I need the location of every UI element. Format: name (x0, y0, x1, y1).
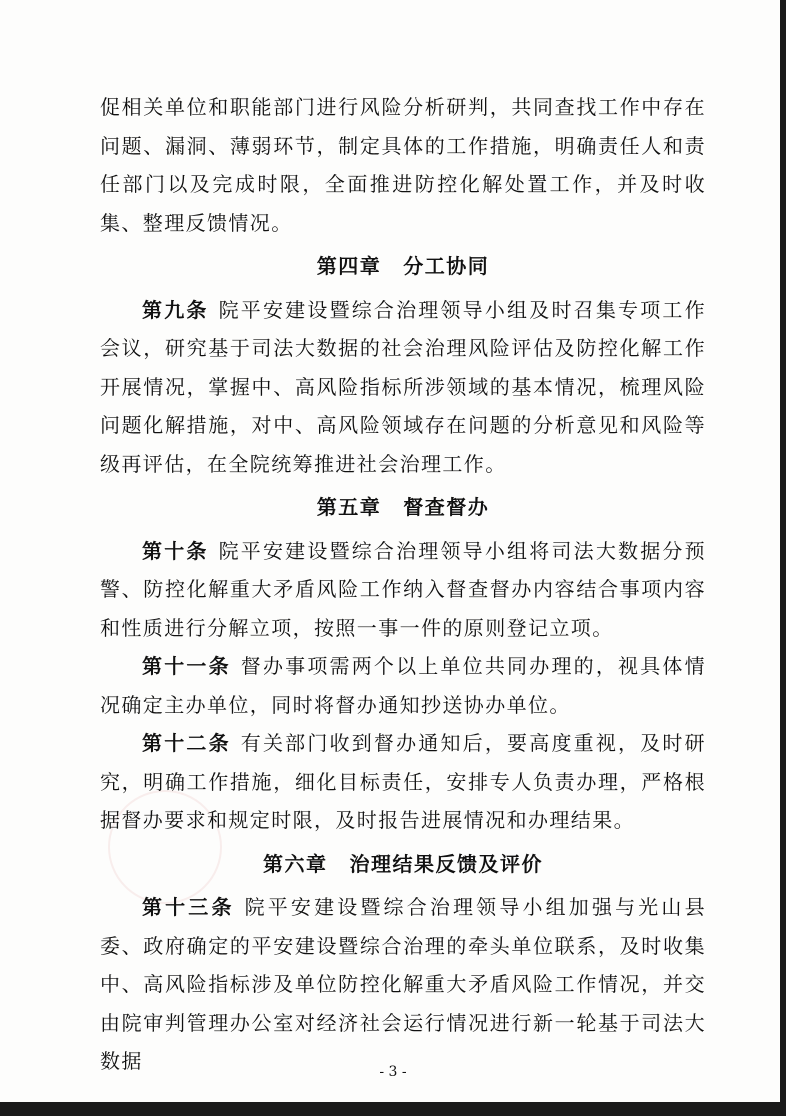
article-label: 第十三条 (142, 895, 235, 919)
chapter-title: 督查督办 (403, 495, 490, 519)
chapter-heading-4 (100, 247, 706, 286)
article-label: 第十条 (142, 538, 209, 563)
article-9 (100, 291, 706, 484)
scan-edge-bottom (0, 1102, 786, 1116)
article-label: 第十一条 (142, 654, 231, 678)
intro-paragraph: 促相关单位和职能部门进行风险分析研判，共同查找工作中存在问题、漏洞、薄弱环节，制定具体的工作措施，明确责任人和责任部门以及完成时限，全面推进防控化解处置工作，并及时收集、整理反馈情况。 (100, 95, 706, 235)
chapter-number: 第六章 (263, 851, 328, 876)
article-text: 督办事项需两个以上单位共同办理的，视具体情况确定主办单位，同时将督办通知抄送协办单位。 (100, 654, 706, 717)
chapter-heading-6 (100, 845, 706, 884)
article-text: 院平安建设暨综合治理领导小组及时召集专项工作会议，研究基于司法大数据的社会治理风险评估及防控化解工作开展情况，掌握中、高风险指标所涉领域的基本情况，梳理风险问题化解措施，对中、高风险领域存在问题的分析意见和风险等级再评估，在全院统筹推进社会治理工作。 (100, 297, 706, 476)
article-text: 有关部门收到督办通知后，要高度重视，及时研究，明确工作措施，细化目标责任，安排专人负责办理，严格根据督办要求和规定时限，及时报告进展情况和办理结果。 (100, 731, 706, 832)
chapter-heading-5 (100, 488, 706, 527)
document-body (100, 88, 706, 1081)
chapter-title: 分工协同 (403, 254, 490, 278)
article-13 (100, 888, 706, 1081)
article-label: 第九条 (142, 297, 209, 322)
article-label: 第十二条 (142, 731, 231, 755)
scan-edge-right (780, 0, 786, 1116)
page-number: - 3 - (379, 1064, 407, 1080)
article-10 (100, 532, 706, 648)
chapter-number: 第四章 (316, 254, 382, 278)
chapter-title: 治理结果反馈及评价 (349, 851, 543, 876)
chapter-number: 第五章 (316, 495, 382, 519)
article-12 (100, 724, 706, 840)
article-text: 院平安建设暨综合治理领导小组将司法大数据分预警、防控化解重大矛盾风险工作纳入督查督办内容结合事项内容和性质进行分解立项，按照一事一件的原则登记立项。 (100, 538, 706, 640)
article-11 (100, 647, 706, 724)
article-text: 院平安建设暨综合治理领导小组加强与光山县委、政府确定的平安建设暨综合治理的牵头单位联系，及时收集中、高风险指标涉及单位防控化解重大矛盾风险工作情况，并交由院审判管理办公室对经济社会运行情况进行新一轮基于司法大数据 (100, 895, 706, 1073)
